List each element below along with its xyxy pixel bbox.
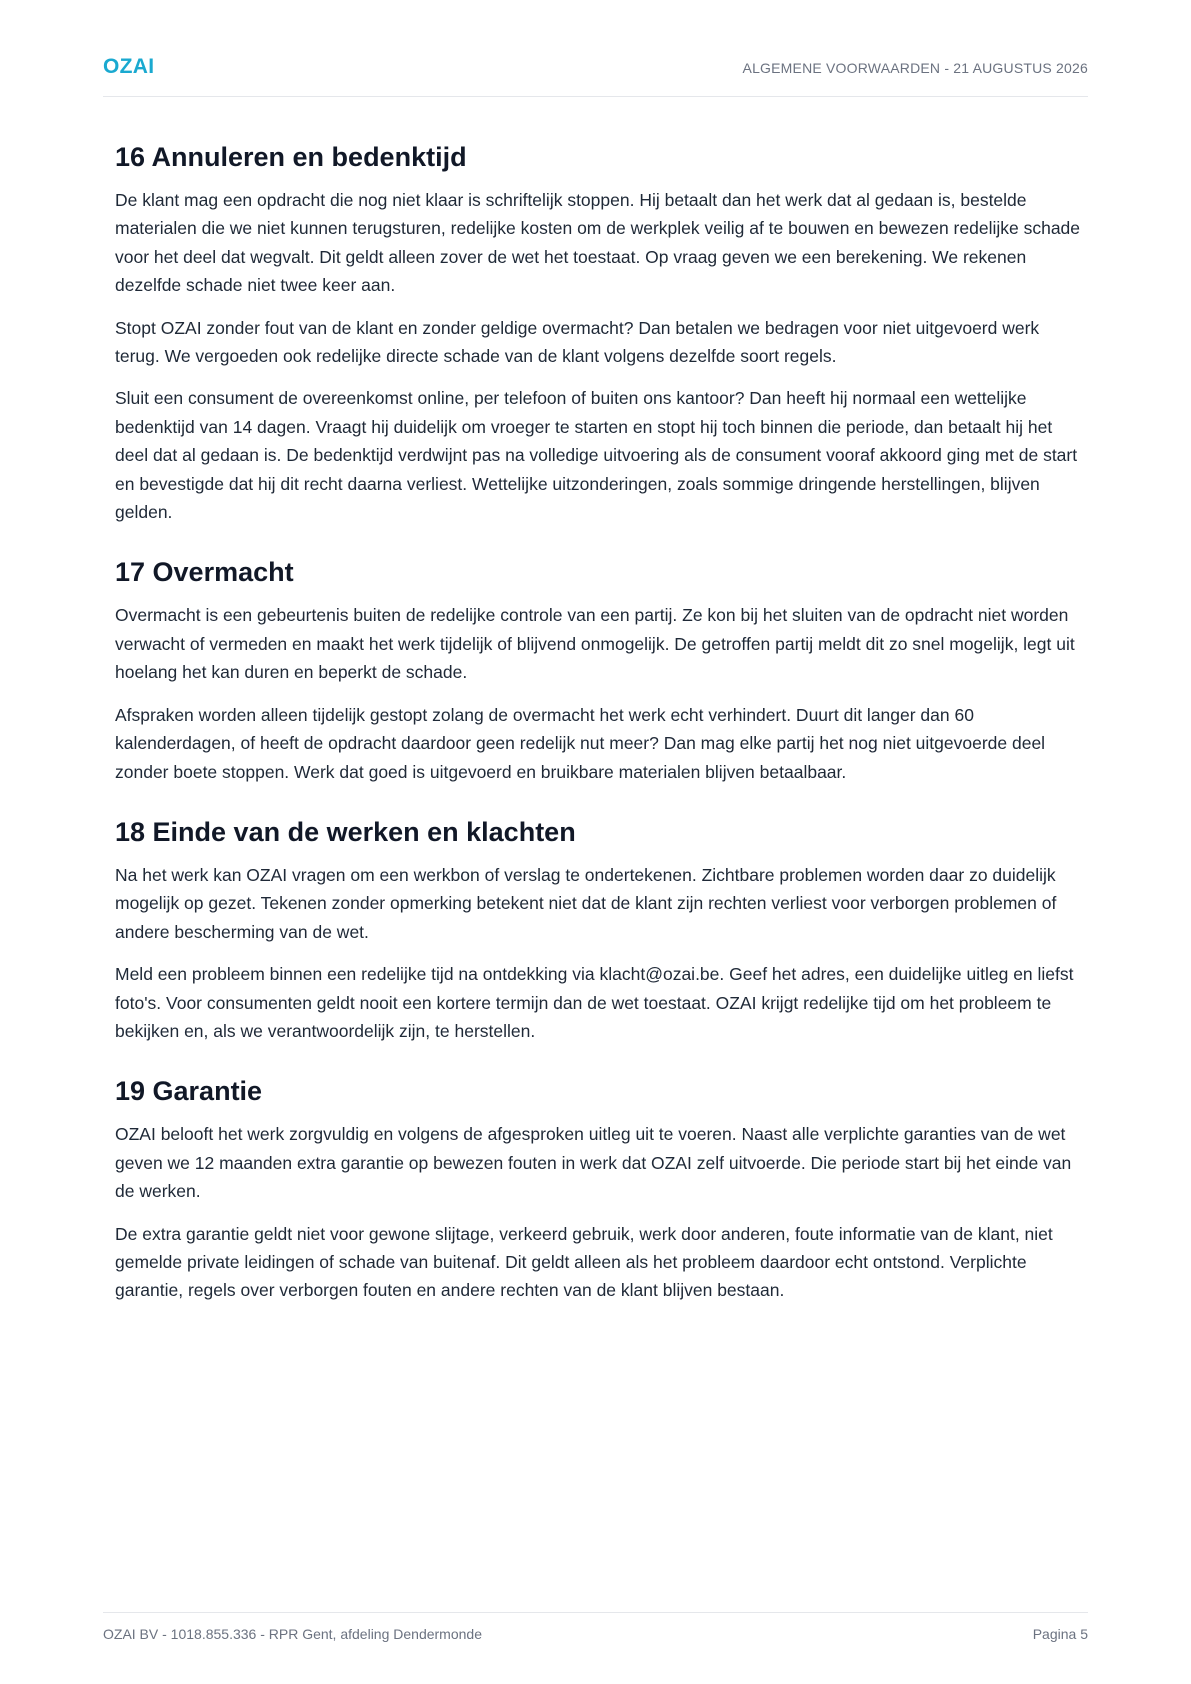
section-garantie bbox=[115, 1074, 1086, 1304]
section-title: 19 Garantie bbox=[115, 1076, 263, 1107]
paragraph: Afspraken worden alleen tijdelijk gestopt zolang de overmacht het werk echt verhindert. Duurt dit langer dan 60 kalenderdagen, of heeft de opdracht daardoor geen redelijk nut meer? Dan mag elke partij het nog niet uitgevoerde deel zonder boete stoppen. Werk dat goed is uitgevoerd en bruikbare materialen blijven betaalbaar. bbox=[115, 704, 1046, 782]
page-header bbox=[103, 52, 1088, 97]
section-annuleren bbox=[115, 140, 1086, 526]
paragraph: Na het werk kan OZAI vragen om een werkbon of verslag te ondertekenen. Zichtbare problemen worden daar zo duidelijk mogelijk op gezet. Tekenen zonder opmerking betekent niet dat de klant zijn rechten verliest voor verborgen problemen of andere bescherming van de wet. bbox=[115, 864, 1057, 942]
document-meta: ALGEMENE VOORWAARDEN - 21 AUGUSTUS 2026 bbox=[742, 60, 1088, 76]
section-einde-werken bbox=[115, 815, 1086, 1045]
section-title: 16 Annuleren en bedenktijd bbox=[115, 142, 467, 172]
paragraph: Overmacht is een gebeurtenis buiten de redelijke controle van een partij. Ze kon bij het sluiten van de opdracht niet worden verwacht of vermeden en maakt het werk tijdelijk of blijvend onmogelijk. De getroffen partij meldt dit zo snel mogelijk, legt uit hoelang het kan duren en beperkt de schade. bbox=[115, 605, 1075, 683]
paragraph: OZAI belooft het werk zorgvuldig en volgens de afgesproken uitleg uit te voeren. Naast alle verplichte garanties van de wet geven we 12 maanden extra garantie op bewezen fouten in werk dat OZAI zelf uitvoerde. Die periode start bij het einde van de werken. bbox=[115, 1124, 1072, 1202]
page-number: Pagina 5 bbox=[1032, 1626, 1088, 1642]
section-title: 17 Overmacht bbox=[115, 557, 294, 588]
brand-logo: OZAI bbox=[103, 55, 155, 78]
paragraph: De extra garantie geldt niet voor gewone slijtage, verkeerd gebruik, werk door anderen, foute informatie van de klant, niet gemelde private leidingen of schade van buitenaf. Dit geldt alleen als het probleem daardoor echt ontstond. Verplichte garantie, regels over verborgen fouten en andere rechten van de klant blijven bestaan. bbox=[115, 1223, 1053, 1301]
section-overmacht bbox=[115, 555, 1086, 785]
document-body bbox=[115, 140, 1086, 1334]
paragraph: Meld een probleem binnen een redelijke tijd na ontdekking via klacht@ozai.be. Geef het adres, een duidelijke uitleg en liefst foto's. Voor consumenten geldt nooit een kortere termijn dan de wet toestaat. OZAI krijgt redelijke tijd om het probleem te bekijken en, als we verantwoordelijk zijn, te herstellen. bbox=[115, 964, 1074, 1041]
paragraph: Stopt OZAI zonder fout van de klant en zonder geldige overmacht? Dan betalen we bedragen voor niet uitgevoerd werk terug. We vergoeden ook redelijke directe schade van de klant volgens dezelfde soort regels. bbox=[115, 317, 1040, 367]
page-footer bbox=[103, 1612, 1088, 1653]
section-title: 18 Einde van de werken en klachten bbox=[115, 816, 576, 847]
paragraph: De klant mag een opdracht die nog niet klaar is schriftelijk stoppen. Hij betaalt dan het werk dat al gedaan is, bestelde materialen die we niet kunnen terugsturen, redelijke kosten om de werkplek veilig af te bouwen en bewezen redelijke schade voor het deel dat wegvalt. Dit geldt alleen zover de wet het toestaat. Op vraag geven we een berekening. We rekenen dezelfde schade niet twee keer aan. bbox=[115, 190, 1081, 296]
company-info: OZAI BV - 1018.855.336 - RPR Gent, afdeling Dendermonde bbox=[103, 1626, 482, 1642]
paragraph: Sluit een consument de overeenkomst online, per telefoon of buiten ons kantoor? Dan heeft hij normaal een wettelijke bedenktijd van 14 dagen. Vraagt hij duidelijk om vroeger te starten en stopt hij toch binnen die periode, dan betaalt hij het deel dat al gedaan is. De bedenktijd verdwijnt pas na volledige uitvoering als de consument vooraf akkoord ging met de start en bevestigde dat hij dit recht daarna verliest. Wettelijke uitzonderingen, zoals sommige dringende herstellingen, blijven gelden. bbox=[115, 388, 1078, 523]
